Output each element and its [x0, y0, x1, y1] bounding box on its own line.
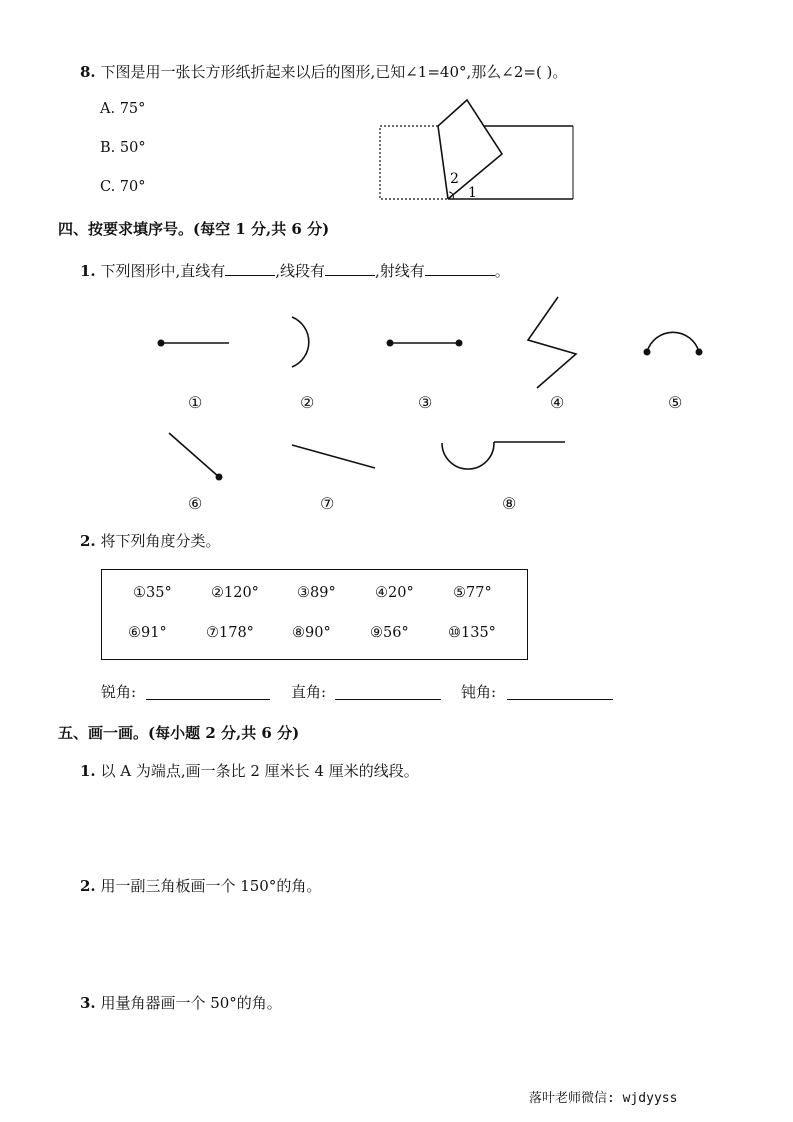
- s5-q3-text: 用量角器画一个 50°的角。: [100, 994, 282, 1012]
- figure-2: [292, 317, 309, 367]
- section4-title: 四、按要求填序号。(每空 1 分,共 6 分): [58, 220, 330, 238]
- dotted-outline: [380, 126, 448, 199]
- s4-q1-text-rays: ,射线有: [375, 262, 425, 280]
- s4-q1-text-lines: 下列图形中,直线有: [100, 262, 226, 280]
- figure-label-1: ①: [188, 393, 203, 412]
- angle-item-7: ⑦178°: [206, 625, 254, 641]
- figure-label-8: ⑧: [502, 494, 517, 513]
- s5-q2: [80, 875, 321, 896]
- s4-q2-number: 2.: [80, 532, 96, 550]
- s4-q2-stem: [80, 530, 220, 551]
- q8-option-c: C. 70°: [100, 179, 146, 195]
- acute-label: 锐角:: [101, 683, 137, 701]
- s5-q2-number: 2.: [80, 877, 96, 895]
- obtuse-answer-line[interactable]: [507, 699, 613, 700]
- figure-7: [292, 445, 375, 468]
- obtuse-label: 钝角:: [461, 683, 497, 701]
- angle-item-5: ⑤77°: [453, 585, 492, 601]
- s5-q3-number: 3.: [80, 994, 96, 1012]
- figure-label-5: ⑤: [668, 393, 683, 412]
- angle-item-10: ⑩135°: [448, 625, 496, 641]
- angle-1-label: 1: [468, 185, 477, 201]
- s4-q1-text-segments: ,线段有: [275, 262, 326, 280]
- figure-label-2: ②: [300, 393, 315, 412]
- s5-q1-number: 1.: [80, 762, 96, 780]
- figure-3: [387, 340, 463, 347]
- angle-item-6: ⑥91°: [128, 625, 167, 641]
- s5-q2-text: 用一副三角板画一个 150°的角。: [100, 877, 322, 895]
- s4-q1-stem: [80, 260, 510, 281]
- figure-label-6: ⑥: [188, 494, 203, 513]
- lines-answer-blank[interactable]: [225, 261, 275, 276]
- angle-item-3: ③89°: [297, 585, 336, 601]
- s4-q2-text: 将下列角度分类。: [100, 532, 221, 550]
- section5-title: 五、画一画。(每小题 2 分,共 6 分): [58, 724, 300, 742]
- s5-q1: [80, 760, 419, 781]
- q8-option-b: B. 50°: [100, 140, 146, 156]
- angle-2-label: 2: [450, 171, 459, 187]
- acute-answer-line[interactable]: [146, 699, 270, 700]
- angle-item-1: ①35°: [133, 585, 172, 601]
- q8-number: 8.: [80, 63, 96, 81]
- s4-q1-number: 1.: [80, 262, 96, 280]
- figure-4: [528, 297, 576, 388]
- figure-label-7: ⑦: [320, 494, 335, 513]
- figure-5: [644, 332, 703, 355]
- q8-stem: [80, 61, 567, 82]
- figure-1: [158, 340, 230, 347]
- figure-6: [169, 433, 223, 481]
- s5-q1-text: 以 A 为端点,画一条比 2 厘米长 4 厘米的线段。: [100, 762, 419, 780]
- angle-item-2: ②120°: [211, 585, 259, 601]
- figure-label-3: ③: [418, 393, 433, 412]
- angle-item-8: ⑧90°: [292, 625, 331, 641]
- angle-item-4: ④20°: [375, 585, 414, 601]
- rays-answer-blank[interactable]: [425, 261, 495, 276]
- footer-wechat: 落叶老师微信: wjdyyss: [529, 1091, 678, 1106]
- folded-paper-figure: [370, 92, 585, 207]
- figure-8: [442, 442, 565, 469]
- q8-option-a: A. 75°: [100, 101, 146, 117]
- figure-label-4: ④: [550, 393, 565, 412]
- geometry-figures: [140, 285, 730, 515]
- segments-answer-blank[interactable]: [325, 261, 375, 276]
- right-angle-answer-line[interactable]: [335, 699, 441, 700]
- angle-item-9: ⑨56°: [370, 625, 409, 641]
- angles-box: [101, 569, 528, 660]
- q8-text: 下图是用一张长方形纸折起来以后的图形,已知∠1=40°,那么∠2=( )。: [100, 63, 568, 81]
- s4-q1-end: 。: [494, 262, 510, 280]
- right-angle-label: 直角:: [291, 683, 327, 701]
- s5-q3: [80, 992, 282, 1013]
